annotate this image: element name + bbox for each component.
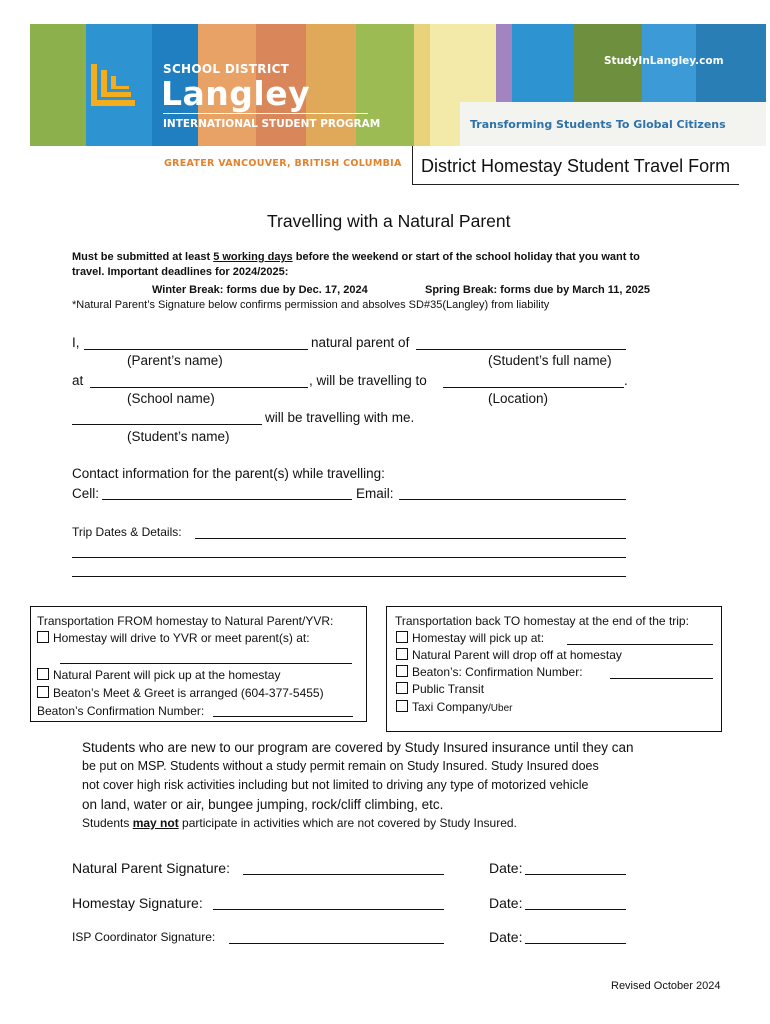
email-label: Email: (356, 486, 394, 501)
insurance-line5 (82, 816, 517, 830)
transport-back-title: Transportation back TO homestay at the end of the trip: (395, 614, 689, 628)
location-field[interactable] (443, 387, 624, 388)
notice-prefix: Must be submitted at least (72, 251, 214, 263)
school-name-field[interactable] (90, 387, 308, 388)
students-full-name-hint: (Student’s full name) (488, 353, 612, 368)
student-full-name-field[interactable] (416, 349, 626, 350)
parent-date-field[interactable] (525, 874, 626, 875)
insurance-line4: on land, water or air, bungee jumping, rock/cliff climbing, etc. (82, 797, 444, 812)
cell-label: Cell: (72, 486, 100, 501)
checkbox-beatons-meet-greet[interactable] (37, 686, 49, 698)
option2-label: Natural Parent will pick up at the homestay (53, 668, 281, 682)
district-label: SCHOOL DISTRICT (163, 62, 290, 76)
logo-divider (163, 113, 368, 114)
back-option4-label: Public Transit (412, 682, 485, 696)
homestay-date-label: Date: (489, 895, 523, 911)
banner-stripe-green (30, 24, 86, 146)
pickup-location-field[interactable] (567, 644, 713, 645)
email-field[interactable] (399, 499, 626, 500)
langley-logo-icon (85, 60, 141, 116)
banner-stripe-yellow (414, 24, 430, 146)
natural-parent-of-label: natural parent of (311, 335, 410, 350)
transport-from-option1[interactable] (37, 631, 310, 645)
location-label: GREATER VANCOUVER, BRITISH COLUMBIA (164, 158, 402, 169)
coordinator-signature-label: ISP Coordinator Signature: (72, 930, 216, 944)
location-hint: (Location) (488, 391, 549, 406)
checkbox-parent-dropoff[interactable] (396, 648, 408, 660)
transport-from-option2[interactable] (37, 668, 280, 682)
homestay-signature-field[interactable] (213, 909, 444, 910)
notice-line2: travel. Important deadlines for 2024/2025: (72, 266, 289, 278)
parent-signature-label: Natural Parent Signature: (72, 860, 230, 876)
transport-from-title: Transportation FROM homestay to Natural Parent/YVR: (37, 614, 334, 628)
homestay-signature-label: Homestay Signature: (72, 895, 203, 911)
back-option2-label: Natural Parent will drop off at homestay (412, 648, 622, 662)
homestay-date-field[interactable] (525, 909, 626, 910)
spring-deadline: Spring Break: forms due by March 11, 2025 (425, 284, 650, 296)
parent-signature-field[interactable] (243, 874, 444, 875)
notice-line1 (72, 251, 640, 263)
website-link[interactable]: StudyInLangley.com (604, 55, 724, 67)
insurance-emphasis: may not (132, 816, 179, 830)
contact-heading: Contact information for the parent(s) while travelling: (72, 466, 385, 481)
trip-details-line-1[interactable] (195, 538, 626, 539)
transport-back-option4[interactable] (396, 682, 484, 696)
consent-note: *Natural Parent’s Signature below confirms permission and absolves SD#35(Langley) from liability (72, 299, 550, 311)
transport-back-option5[interactable] (396, 700, 512, 714)
cell-field[interactable] (102, 499, 352, 500)
insurance-line5-prefix: Students (82, 816, 133, 830)
meet-location-field[interactable] (60, 663, 352, 664)
period: . (624, 373, 628, 388)
back-option5-suffix: /Uber (488, 703, 513, 714)
district-name: Langley (161, 74, 311, 113)
parent-name-field[interactable] (84, 349, 308, 350)
form-title: District Homestay Student Travel Form (421, 156, 731, 176)
back-option5-label: Taxi Company (412, 700, 489, 714)
option3-label: Beaton’s Meet & Greet is arranged (604-377-5455) (53, 686, 324, 700)
beatons-back-confirmation-field[interactable] (610, 678, 713, 679)
beatons-confirmation-label: Beaton’s Confirmation Number: (37, 704, 205, 718)
insurance-line5-suffix: participate in activities which are not covered by Study Insured. (178, 816, 517, 830)
checkbox-beatons-back[interactable] (396, 665, 408, 677)
beatons-confirmation-field[interactable] (213, 716, 353, 717)
transport-back-option3[interactable] (396, 665, 583, 679)
parent-date-label: Date: (489, 860, 523, 876)
winter-deadline: Winter Break: forms due by Dec. 17, 2024 (152, 284, 368, 296)
insurance-line2: be put on MSP. Students without a study permit remain on Study Insured. Study Insured does (82, 759, 599, 773)
students-name-hint: (Student’s name) (127, 429, 230, 444)
transport-from-option3[interactable] (37, 686, 324, 700)
insurance-line3: not cover high risk activities including but not limited to driving any type of motorized vehicle (82, 778, 589, 792)
checkbox-parent-pickup[interactable] (37, 668, 49, 680)
revision-note: Revised October 2024 (611, 980, 721, 992)
back-option3-label: Beaton’s: Confirmation Number: (412, 665, 583, 679)
parents-name-hint: (Parent’s name) (127, 353, 223, 368)
page-subtitle: Travelling with a Natural Parent (267, 211, 511, 231)
checkbox-taxi[interactable] (396, 700, 408, 712)
transport-back-option1[interactable] (396, 631, 544, 645)
program-name: INTERNATIONAL STUDENT PROGRAM (163, 118, 381, 130)
checkbox-public-transit[interactable] (396, 682, 408, 694)
travelling-to-label: , will be travelling to (309, 373, 427, 388)
insurance-line1: Students who are new to our program are covered by Study Insured insurance until they can (82, 740, 634, 755)
coordinator-signature-field[interactable] (229, 943, 444, 944)
travel-with-me-label: will be travelling with me. (265, 410, 415, 425)
i-label: I, (72, 335, 80, 350)
back-option1-label: Homestay will pick up at: (412, 631, 545, 645)
checkbox-homestay-pickup[interactable] (396, 631, 408, 643)
trip-details-label: Trip Dates & Details: (72, 525, 182, 539)
notice-underlined: 5 working days (213, 251, 293, 263)
at-label: at (72, 373, 84, 388)
trip-details-line-2[interactable] (72, 557, 626, 558)
checkbox-homestay-drive[interactable] (37, 631, 49, 643)
school-name-hint: (School name) (127, 391, 215, 406)
trip-details-line-3[interactable] (72, 576, 626, 577)
option1-label: Homestay will drive to YVR or meet parent(s) at: (53, 631, 310, 645)
tagline: Transforming Students To Global Citizens (470, 118, 726, 131)
header-banner (30, 24, 766, 146)
coordinator-date-field[interactable] (525, 943, 626, 944)
transport-back-option2[interactable] (396, 648, 622, 662)
notice-suffix: before the weekend or start of the school holiday that you want to (292, 251, 640, 263)
student-name-field[interactable] (72, 424, 262, 425)
coordinator-date-label: Date: (489, 929, 523, 945)
